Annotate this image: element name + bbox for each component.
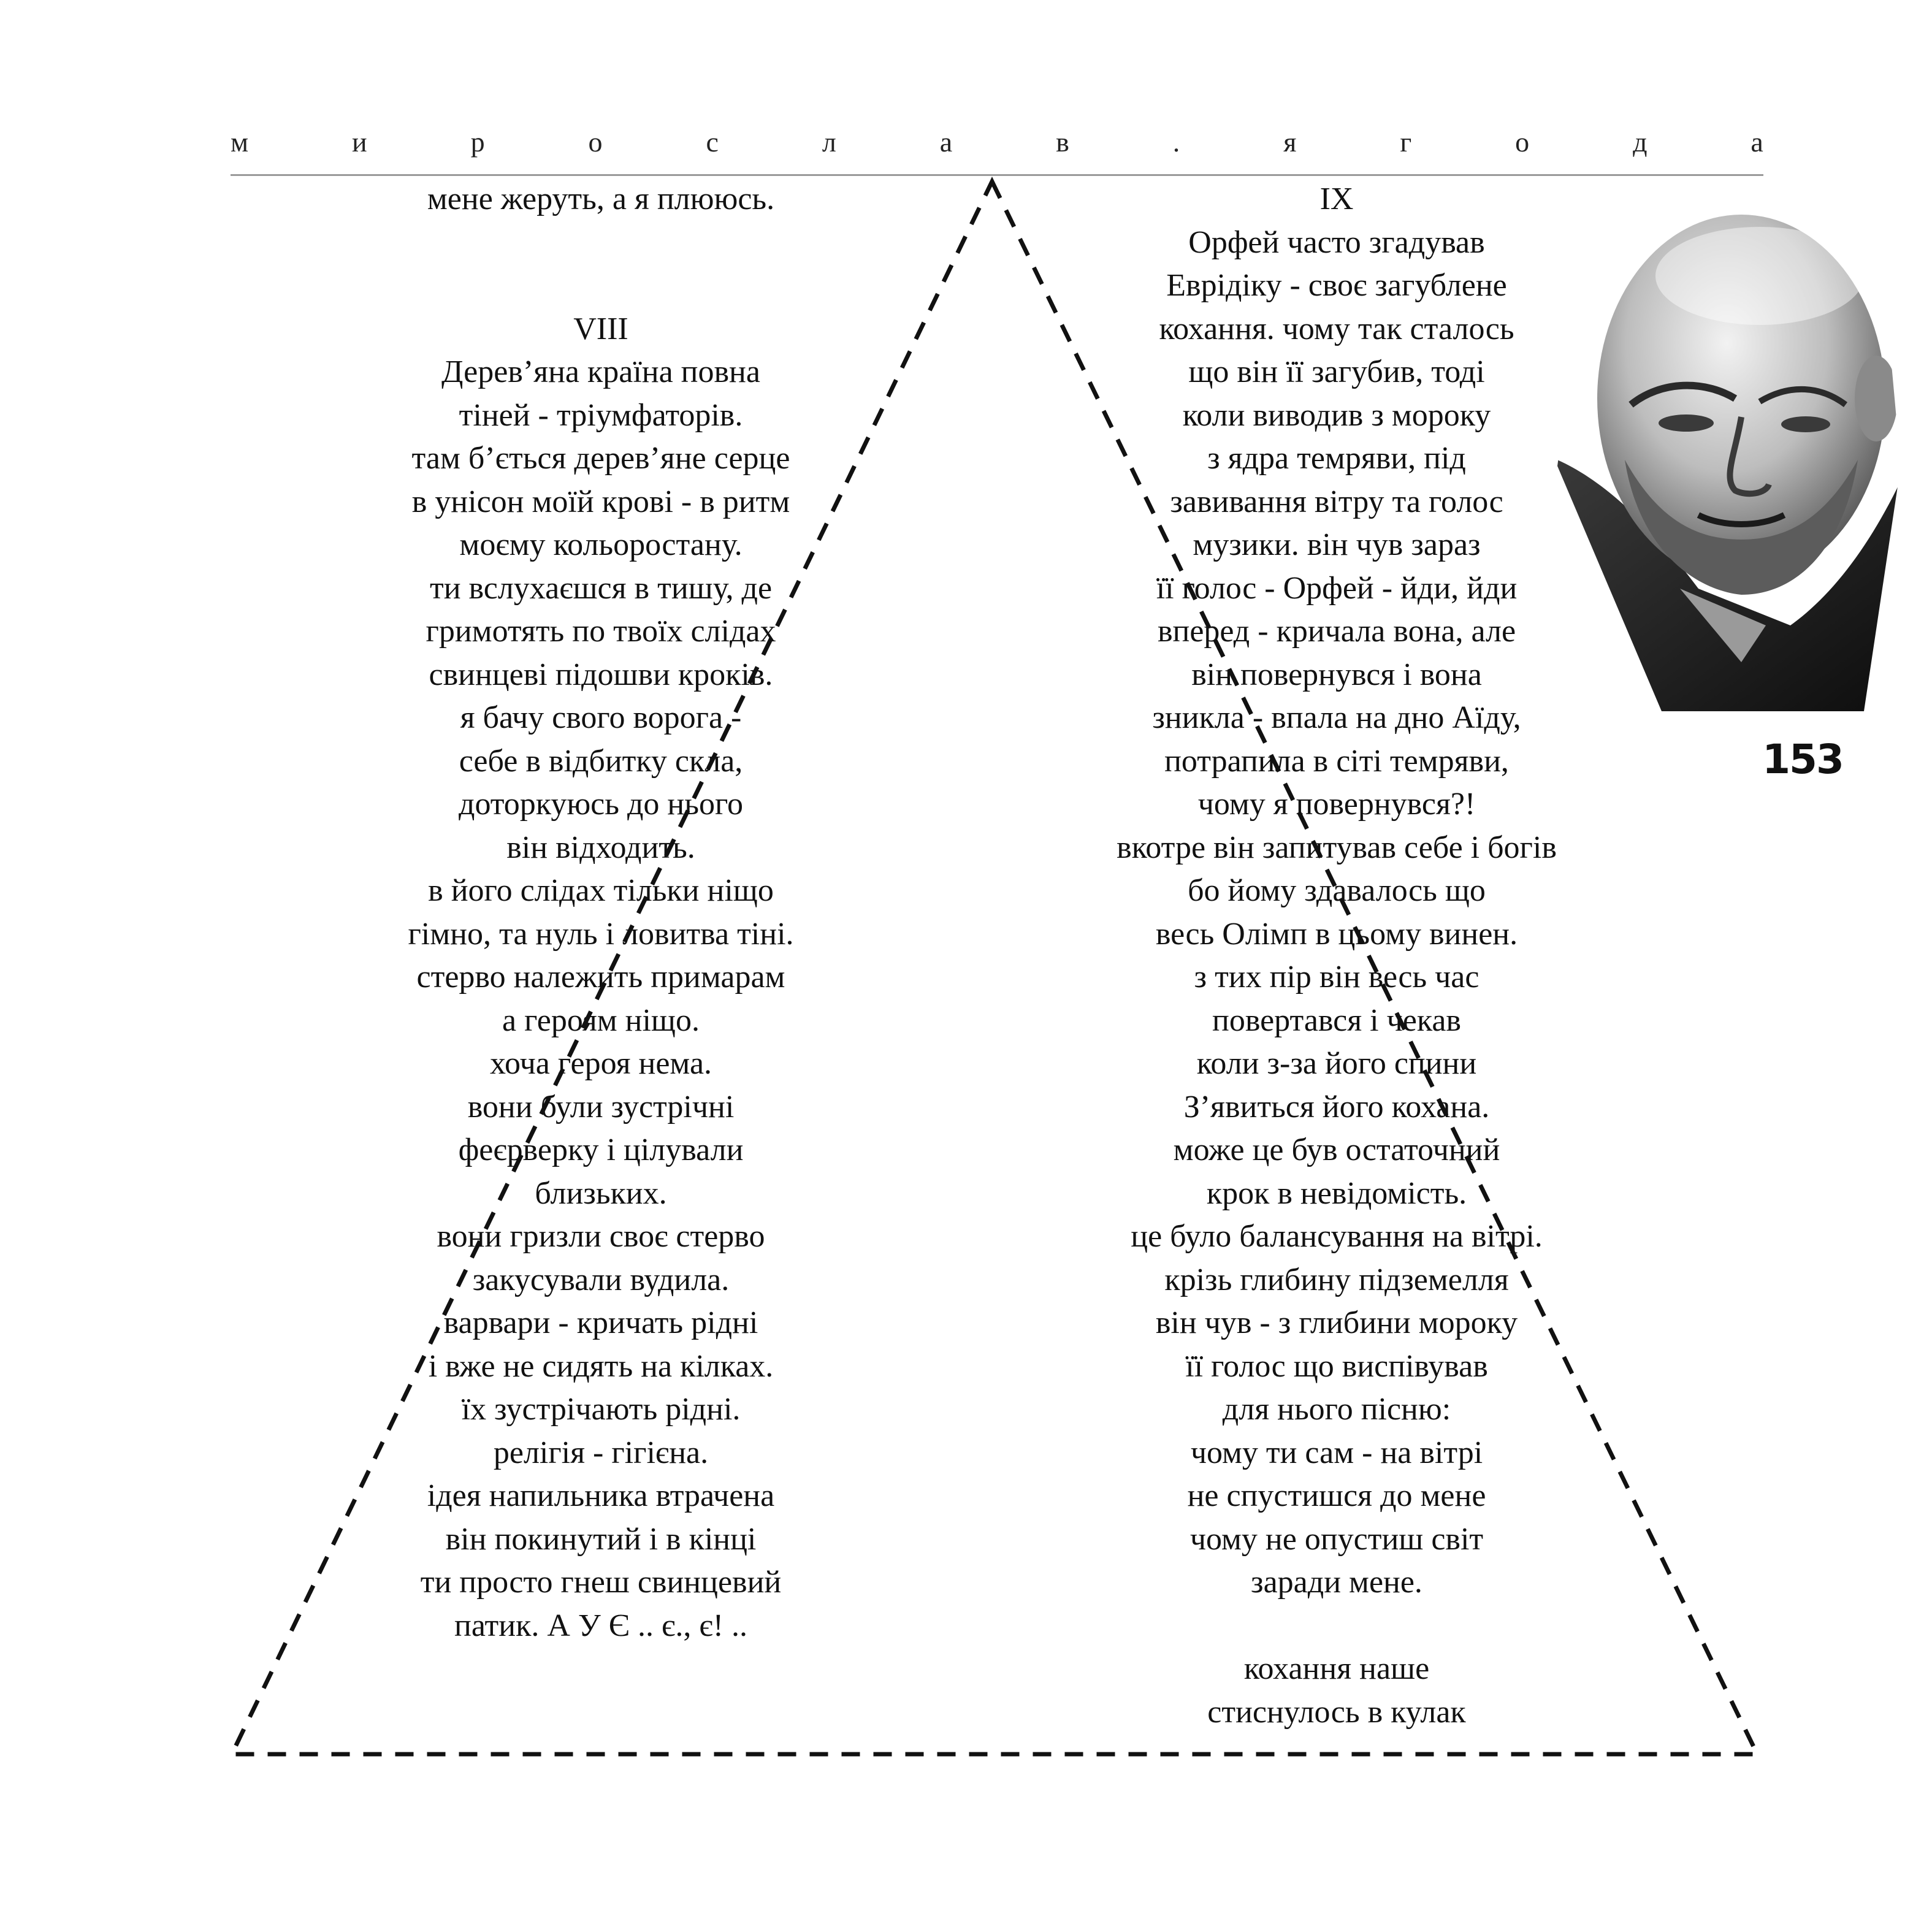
header-letter: д — [1633, 126, 1648, 158]
poem-left — [294, 178, 907, 1648]
poem-line: потрапила в сіті темряви, — [1164, 743, 1509, 779]
poem-line: завивання вітру та голос — [1170, 484, 1503, 519]
poem-line: доторкуюсь до нього — [458, 787, 743, 822]
poem-line: і вже не сидять на кілках. — [428, 1348, 774, 1384]
poem-right — [1030, 178, 1643, 1734]
poem-line: зникла - впала на дно Аїду, — [1152, 700, 1521, 735]
poem-line: в унісон моїй крові - в ритм — [411, 484, 790, 519]
header-letter: а — [1751, 126, 1763, 158]
poem-line: в його слідах тільки ніщо — [428, 873, 774, 908]
poem-line: варвари - кричать рідні — [443, 1305, 758, 1340]
header-letter: г — [1400, 126, 1412, 158]
header-letter: о — [588, 126, 603, 158]
header-letter: в — [1056, 126, 1069, 158]
poem-line: кохання. чому так сталось — [1159, 311, 1514, 346]
poem-line: не спустишся до мене — [1187, 1478, 1486, 1513]
stanza-gap — [294, 221, 907, 265]
poem-line: чому ти сам - на вітрі — [1190, 1435, 1483, 1470]
poem-line: чому я повернувся?! — [1197, 787, 1476, 822]
header-letter: л — [822, 126, 836, 158]
header-letter: о — [1515, 126, 1530, 158]
poem-line: її голос що виспівував — [1185, 1348, 1488, 1384]
poem-line: вони гризли своє стерво — [437, 1219, 765, 1254]
poem-line: стерво належить примарам — [416, 960, 785, 995]
poem-line: бо йому здавалось що — [1188, 873, 1486, 908]
poem-line: її голос - Орфей - йди, йди — [1156, 570, 1518, 606]
poem-line: це було балансування на вітрі. — [1131, 1219, 1543, 1254]
poem-line: мене жеруть, а я плююсь. — [427, 181, 775, 216]
poem-line: вкотре він запитував себе і богів — [1117, 830, 1557, 865]
poem-line: музики. він чув зараз — [1193, 527, 1481, 562]
poem-line: кохання наше — [1243, 1651, 1430, 1686]
poem-line: для нього пісню: — [1222, 1392, 1451, 1427]
poem-line: він чув - з глибини мороку — [1155, 1305, 1518, 1340]
poem-line: Дерев’яна країна повна — [441, 354, 760, 389]
poem-line: феєрверку і цілували — [458, 1132, 744, 1167]
poem-line: ти просто гнеш свинцевий — [420, 1565, 782, 1600]
poem-line: хоча героя нема. — [489, 1046, 712, 1081]
poem-line: закусували вудила. — [472, 1262, 730, 1297]
poem-line: їх зустрічають рідні. — [461, 1392, 741, 1427]
poem-line: стиснулось в кулак — [1207, 1694, 1466, 1730]
header-letter: с — [706, 126, 719, 158]
header-letter: и — [352, 126, 367, 158]
poem-line: я бачу свого ворога - — [460, 700, 742, 735]
poem-line: гримотять по твоїх слідах — [426, 614, 776, 649]
poem-line: крізь глибину підземелля — [1164, 1262, 1509, 1297]
poem-line: з тих пір він весь час — [1194, 960, 1480, 995]
stanza-gap — [294, 264, 907, 308]
poem-line: Еврідіку - своє загублене — [1166, 268, 1507, 303]
poem-line: вперед - кричала вона, але — [1157, 614, 1516, 649]
poem-line: себе в відбитку скла, — [459, 743, 743, 779]
poem-line: він відходить. — [506, 830, 695, 865]
poem-line: IX — [1319, 181, 1354, 216]
stanza-gap — [1030, 1605, 1643, 1648]
poem-line: з ядра темряви, під — [1207, 441, 1466, 476]
header-letter: м — [231, 126, 249, 158]
poem-line: крок в невідомість. — [1206, 1175, 1467, 1211]
poem-line: релігія - гігієна. — [493, 1435, 709, 1470]
poem-line: там б’ється дерев’яне серце — [411, 441, 790, 476]
header-letter: р — [470, 126, 485, 158]
poem-line: він повернувся і вона — [1191, 657, 1482, 692]
poem-line: повертався і чекав — [1212, 1002, 1461, 1038]
header-letter: . — [1172, 126, 1180, 158]
poem-line: він покинутий і в кінці — [445, 1521, 757, 1557]
page-number: 153 — [1762, 736, 1843, 783]
poem-line: свинцеві підошви кроків. — [429, 657, 773, 692]
poem-line: моєму кольоростану. — [459, 527, 743, 562]
poem-line: Орфей часто згадував — [1188, 224, 1485, 260]
poem-line: тіней - тріумфаторів. — [459, 397, 743, 433]
poem-line: патик. А У Є .. є., є! .. — [454, 1608, 748, 1643]
author-portrait — [1557, 196, 1913, 717]
poem-line: ідея напильника втрачена — [427, 1478, 775, 1513]
poem-line: З’явиться його кохана. — [1183, 1089, 1490, 1124]
poem-line: а героям ніщо. — [502, 1002, 700, 1038]
poem-line: чому не опустиш світ — [1189, 1521, 1484, 1557]
header-letter: я — [1283, 126, 1297, 158]
poem-line: може це був остаточний — [1173, 1132, 1500, 1167]
header-letter: а — [939, 126, 953, 158]
poem-line: коли з-за його спини — [1196, 1046, 1477, 1081]
poem-line: близьких. — [535, 1175, 667, 1211]
poem-line: ти вслухаєшся в тишу, де — [429, 570, 773, 606]
poem-line: гімно, та нуль і ловитва тіні. — [408, 916, 794, 952]
poem-line: заради мене. — [1251, 1565, 1422, 1600]
poem-line: VIII — [573, 311, 628, 346]
poem-line: весь Олімп в цьому винен. — [1155, 916, 1518, 952]
poem-line: що він її загубив, тоді — [1188, 354, 1485, 389]
poem-line: коли виводив з мороку — [1182, 397, 1491, 433]
poem-line: вони були зустрічні — [467, 1089, 735, 1124]
